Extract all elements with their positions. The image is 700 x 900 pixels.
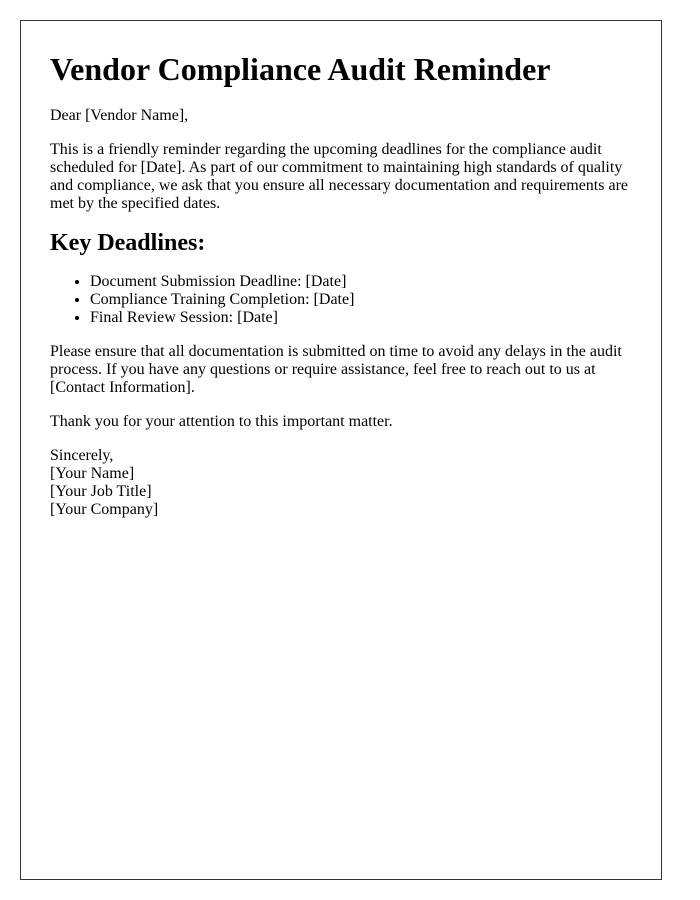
signature-company: [Your Company] xyxy=(50,501,159,518)
letter-page xyxy=(20,20,662,880)
deadline-item: • Document Submission Deadline: [Date] xyxy=(90,273,635,291)
signature-block xyxy=(50,447,635,519)
closing-paragraph: Please ensure that all documentation is submitted on time to avoid any delays in the audit process. If you have any questions or require assistance, feel free to reach out to us at [Contact Information]. xyxy=(50,343,622,396)
letter-body xyxy=(50,107,635,535)
signoff: Sincerely, xyxy=(50,447,114,464)
signature-job-title: [Your Job Title] xyxy=(50,483,152,500)
deadlines-list xyxy=(50,273,635,327)
deadline-item: • Compliance Training Completion: [Date] xyxy=(90,291,635,309)
letter-title: Vendor Compliance Audit Reminder xyxy=(50,51,551,87)
signature-name: [Your Name] xyxy=(50,465,135,482)
deadline-item: • Final Review Session: [Date] xyxy=(90,309,635,327)
deadlines-heading: Key Deadlines: xyxy=(50,230,206,256)
thanks-line: Thank you for your attention to this important matter. xyxy=(50,413,393,430)
intro-paragraph: This is a friendly reminder regarding the upcoming deadlines for the compliance audit scheduled for [Date]. As part of our commitment to maintaining high standards of quality and compliance, we ask that you ensure all necessary documentation and requirements are met by the specified dates. xyxy=(50,141,628,212)
salutation: Dear [Vendor Name], xyxy=(50,107,189,124)
